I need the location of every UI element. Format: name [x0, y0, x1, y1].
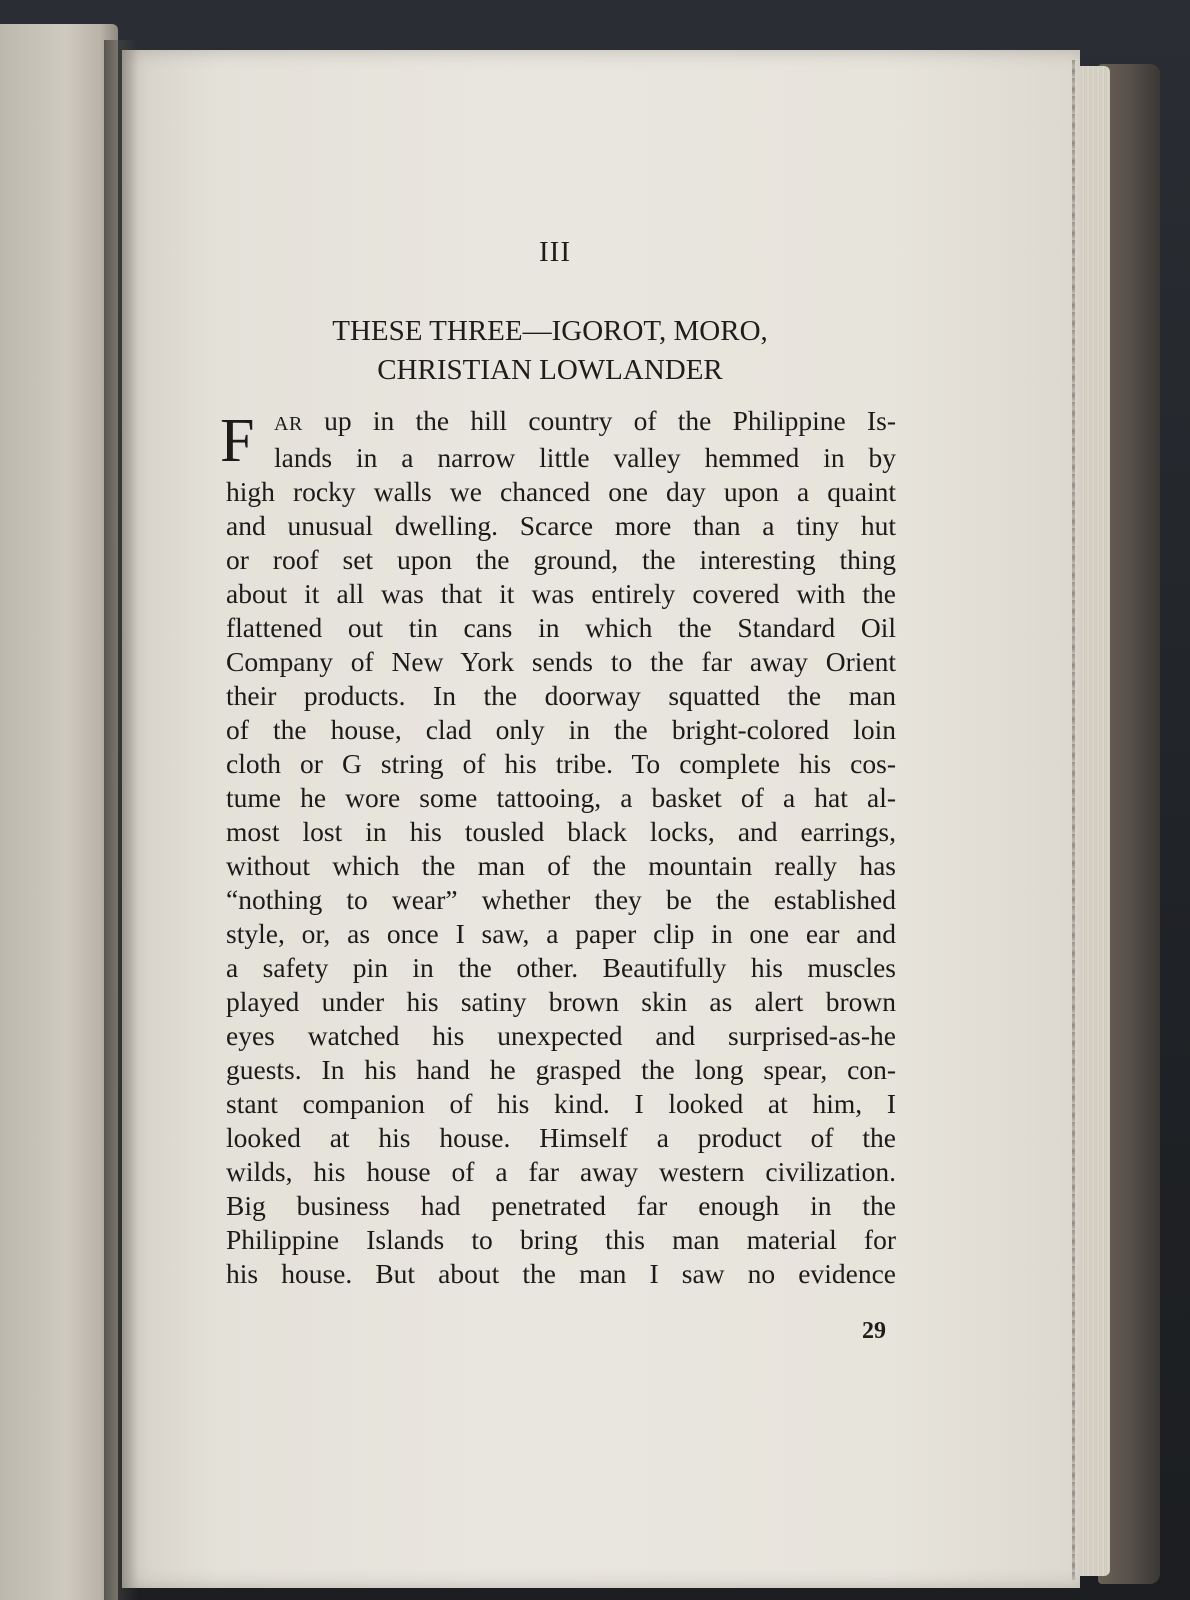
body-line: wilds, his house of a far away western civilization. [226, 1156, 896, 1187]
body-line: played under his satiny brown skin as alert brown [226, 986, 896, 1017]
drop-cap-smallcaps: AR [274, 413, 303, 435]
body-text [226, 404, 896, 1291]
body-line: of the house, clad only in the bright-colored loin [226, 714, 896, 745]
body-line: or roof set upon the ground, the interesting thing [226, 544, 896, 575]
chapter-title [240, 312, 860, 390]
chapter-title-line-1: THESE THREE—IGOROT, MORO, [332, 315, 768, 347]
drop-cap-letter: F [220, 407, 255, 475]
body-line: most lost in his tousled black locks, and earrings, [226, 816, 896, 847]
body-line: Philippine Islands to bring this man material for [226, 1224, 896, 1255]
body-line: his house. But about the man I saw no evidence [226, 1258, 896, 1289]
body-line: flattened out tin cans in which the Standard Oil [226, 612, 896, 643]
body-line: high rocky walls we chanced one day upon a quaint [226, 476, 896, 507]
body-line: style, or, as once I saw, a paper clip in one ear and [226, 918, 896, 949]
body-line: a safety pin in the other. Beautifully his muscles [226, 952, 896, 983]
body-line: their products. In the doorway squatted the man [226, 680, 896, 711]
body-line: Company of New York sends to the far away Orient [226, 646, 896, 677]
body-line: and unusual dwelling. Scarce more than a tiny hut [226, 510, 896, 541]
body-line: without which the man of the mountain really has [226, 850, 896, 881]
body-line: lands in a narrow little valley hemmed in by [274, 442, 896, 473]
body-line: Big business had penetrated far enough in the [226, 1190, 896, 1221]
body-line: stant companion of his kind. I looked at him, I [226, 1088, 896, 1119]
chapter-number: III [539, 236, 571, 268]
body-line: looked at his house. Himself a product of the [226, 1122, 896, 1153]
body-line: “nothing to wear” whether they be the established [226, 884, 896, 915]
body-line: tume he wore some tattooing, a basket of a hat al- [226, 782, 896, 813]
body-line: eyes watched his unexpected and surprised-as-he [226, 1020, 896, 1051]
page-deckle-edge [1072, 60, 1075, 1580]
page-number: 29 [862, 1318, 886, 1344]
body-line: AR up in the hill country of the Philippine Is- [274, 405, 896, 436]
chapter-title-line-2: CHRISTIAN LOWLANDER [377, 354, 723, 386]
body-line: cloth or G string of his tribe. To complete his cos- [226, 748, 896, 779]
body-line: guests. In his hand he grasped the long spear, con- [226, 1054, 896, 1085]
body-line: about it all was that it was entirely covered with the [226, 578, 896, 609]
book-gutter-shadow [104, 40, 138, 1600]
